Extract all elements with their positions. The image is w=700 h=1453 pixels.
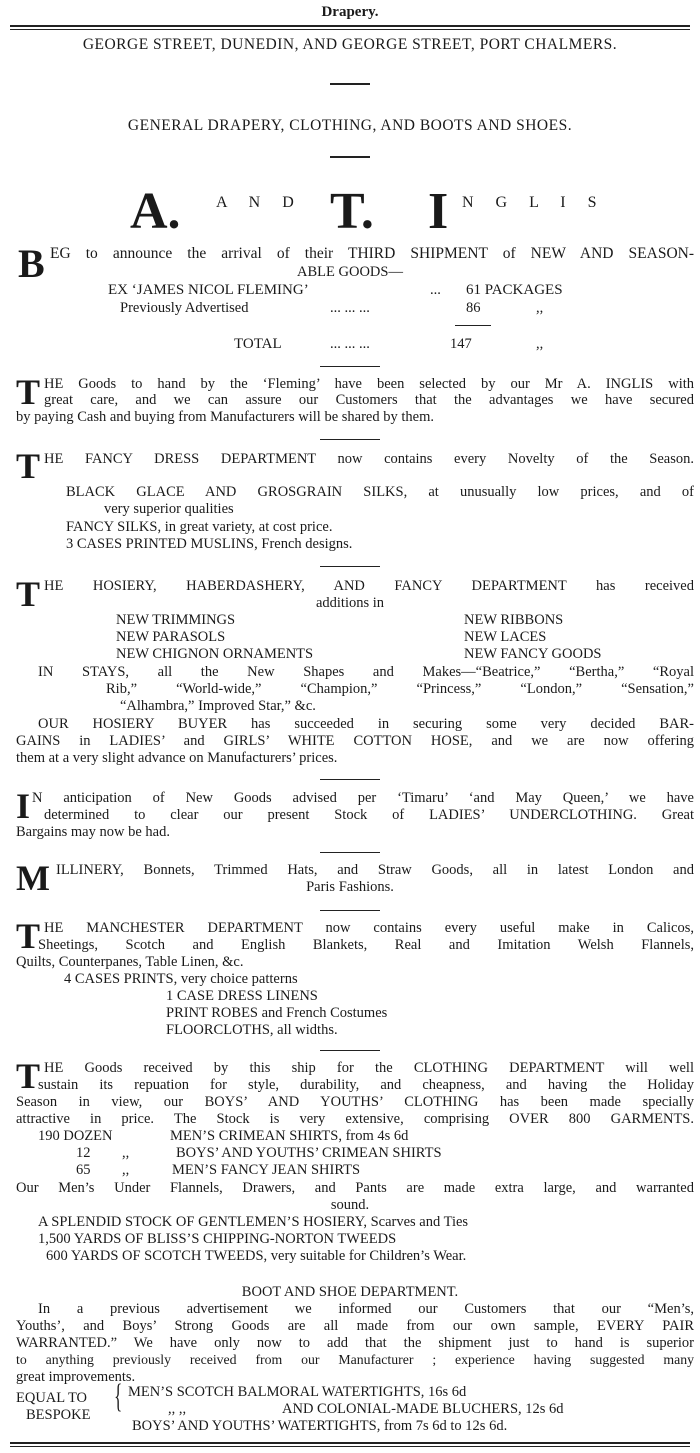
firm-initial-a: A. bbox=[130, 183, 181, 240]
paragraph-line: them at a very slight advance on Manufacturers’ prices. bbox=[16, 750, 338, 766]
paragraph-line: FANCY SILKS, in great variety, at cost price. bbox=[66, 519, 333, 535]
paragraph-line: Youths’, and Boys’ Strong Goods are all made from our own sample, EVERY PAIR bbox=[16, 1318, 694, 1334]
brace-icon: { bbox=[114, 1378, 123, 1415]
shipment-row-dots: ... ... ... bbox=[330, 300, 370, 316]
section-heading: BOOT AND SHOE DEPARTMENT. bbox=[241, 1284, 459, 1300]
shirt-ditto: ,, bbox=[122, 1162, 130, 1178]
list-item: NEW RIBBONS bbox=[464, 612, 564, 628]
paragraph-line: sound. bbox=[330, 1197, 370, 1213]
drop-cap: I bbox=[16, 786, 31, 826]
top-rule-thin bbox=[10, 29, 690, 30]
divider bbox=[320, 852, 380, 853]
divider bbox=[330, 83, 370, 85]
paragraph-line: additions in bbox=[315, 595, 385, 611]
paragraph-line: sustain its repuation for style, durability, and cheapness, and having the Holiday bbox=[38, 1077, 694, 1093]
shirt-qty: 12 bbox=[76, 1145, 91, 1161]
paragraph-line: ILLINERY, Bonnets, Trimmed Hats, and Straw Goods, all in latest London and bbox=[56, 862, 694, 878]
divider bbox=[320, 910, 380, 911]
divider bbox=[320, 566, 380, 567]
shipment-row-label: EX ‘JAMES NICOL FLEMING’ bbox=[108, 282, 309, 298]
list-item: NEW LACES bbox=[464, 629, 547, 645]
top-rule bbox=[10, 25, 690, 27]
shipment-row-label: Previously Advertised bbox=[120, 300, 249, 316]
shipment-line: EG to announce the arrival of their THIRD SHIPMENT of NEW AND SEASON- bbox=[50, 245, 694, 262]
paragraph-line: “Alhambra,” Improved Star,” &c. bbox=[120, 698, 316, 714]
paragraph-line: great care, and we can assure our Customers that the advantages we have secured bbox=[44, 392, 694, 408]
bottom-rule bbox=[10, 1442, 690, 1444]
boot-item: AND COLONIAL-MADE BLUCHERS, 12s 6d bbox=[282, 1401, 564, 1417]
paragraph-line: HE FANCY DRESS DEPARTMENT now contains every Novelty of the Season. bbox=[44, 451, 694, 467]
list-item: 600 YARDS OF SCOTCH TWEEDS, very suitable for Children’s Wear. bbox=[46, 1248, 467, 1264]
paragraph-line: great improvements. bbox=[16, 1369, 136, 1385]
paragraph-line: determined to clear our present Stock of LADIES’ UNDERCLOTHING. Great bbox=[44, 807, 694, 823]
paragraph-line: IN STAYS, all the New Shapes and Makes—“Beatrice,” “Bertha,” “Royal bbox=[38, 664, 694, 680]
paragraph-line: N anticipation of New Goods advised per ‘Timaru’ ‘and May Queen,’ we have bbox=[32, 790, 694, 806]
drop-cap: T bbox=[16, 446, 41, 486]
paragraph-line: GAINS in LADIES’ and GIRLS’ WHITE COTTON HOSE, and we are now offering bbox=[16, 733, 694, 749]
boot-ditto: ,, ,, bbox=[168, 1401, 187, 1417]
list-item: 1 CASE DRESS LINENS bbox=[166, 988, 318, 1004]
drop-cap: T bbox=[16, 574, 41, 614]
paragraph-line: HE Goods to hand by the ‘Fleming’ have been selected by our Mr A. INGLIS with bbox=[44, 376, 694, 392]
paragraph-line: HE Goods received by this ship for the CLOTHING DEPARTMENT will well bbox=[44, 1060, 694, 1076]
list-item: 1,500 YARDS OF BLISS’S CHIPPING-NORTON TWEEDS bbox=[38, 1231, 397, 1247]
divider bbox=[330, 156, 370, 158]
list-item: PRINT ROBES and French Costumes bbox=[166, 1005, 388, 1021]
shirt-qty: 65 bbox=[76, 1162, 91, 1178]
boot-item: MEN’S SCOTCH BALMORAL WATERTIGHTS, 16s 6d bbox=[128, 1384, 467, 1400]
divider bbox=[320, 1050, 380, 1051]
paragraph-line: attractive in price. The Stock is very extensive, comprising OVER 800 GARMENTS. bbox=[16, 1111, 694, 1127]
list-item: NEW PARASOLS bbox=[116, 629, 226, 645]
bottom-rule-thin bbox=[10, 1446, 690, 1447]
paragraph-line: HE HOSIERY, HABERDASHERY, AND FANCY DEPARTMENT has received bbox=[44, 578, 694, 594]
address-line: GEORGE STREET, DUNEDIN, AND GEORGE STREET, PORT CHALMERS. bbox=[82, 36, 618, 53]
paragraph-line: to anything previously received from our Manufacturer ; experience having suggested many bbox=[16, 1352, 694, 1367]
paragraph-line: Bargains may now be had. bbox=[16, 824, 170, 840]
drop-cap: T bbox=[16, 1056, 41, 1096]
paragraph-line: OUR HOSIERY BUYER has succeeded in securing some very decided BAR- bbox=[38, 716, 694, 732]
shipment-total-value: 147 bbox=[450, 336, 472, 352]
shipment-total-label: TOTAL bbox=[234, 336, 282, 352]
bespoke-label: BESPOKE bbox=[26, 1407, 91, 1423]
shipment-row-ditto: ,, bbox=[536, 336, 544, 352]
paragraph-line: WARRANTED.” We have only now to add that the shipment just to hand is superior bbox=[16, 1335, 694, 1351]
business-line: GENERAL DRAPERY, CLOTHING, AND BOOTS AND SHOES. bbox=[127, 117, 573, 134]
firm-and: A N D bbox=[216, 194, 303, 211]
paragraph-line: BLACK GLACE AND GROSGRAIN SILKS, at unusually low prices, and of bbox=[66, 484, 694, 500]
list-item: NEW TRIMMINGS bbox=[116, 612, 236, 628]
paragraph-line: Season in view, our BOYS’ AND YOUTHS’ CLOTHING has been made specially bbox=[16, 1094, 694, 1110]
firm-nglis: N G L I S bbox=[462, 194, 606, 211]
equal-label: EQUAL TO bbox=[16, 1390, 88, 1406]
paragraph-line: Paris Fashions. bbox=[306, 879, 394, 895]
paragraph-line: 3 CASES PRINTED MUSLINS, French designs. bbox=[66, 536, 353, 552]
sum-rule bbox=[455, 325, 491, 326]
paragraph-line: In a previous advertisement we informed our Customers that our “Men’s, bbox=[38, 1301, 694, 1317]
paragraph-line: Our Men’s Under Flannels, Drawers, and Pants are made extra large, and warranted bbox=[16, 1180, 694, 1196]
paragraph-line: HE MANCHESTER DEPARTMENT now contains every useful make in Calicos, bbox=[44, 920, 694, 936]
firm-initial-t: T. bbox=[330, 183, 374, 240]
drop-cap: T bbox=[16, 372, 41, 412]
paragraph-line: very superior qualities bbox=[104, 501, 234, 517]
shipment-line: ABLE GOODS— bbox=[297, 264, 403, 280]
list-item: A SPLENDID STOCK OF GENTLEMEN’S HOSIERY, Scarves and Ties bbox=[38, 1214, 469, 1230]
shipment-row-dots: ... bbox=[430, 282, 441, 298]
shipment-row-ditto: ,, bbox=[536, 300, 544, 316]
divider bbox=[320, 366, 380, 367]
shirt-desc: MEN’S CRIMEAN SHIRTS, from 4s 6d bbox=[170, 1128, 409, 1144]
divider bbox=[320, 439, 380, 440]
list-item: NEW CHIGNON ORNAMENTS bbox=[116, 646, 314, 662]
boot-item: BOYS’ AND YOUTHS’ WATERTIGHTS, from 7s 6d to 12s 6d. bbox=[132, 1418, 508, 1434]
shirt-desc: BOYS’ AND YOUTHS’ CRIMEAN SHIRTS bbox=[176, 1145, 442, 1161]
drop-cap: T bbox=[16, 916, 41, 956]
shipment-row-value: 86 bbox=[466, 300, 481, 316]
shirt-qty: 190 DOZEN bbox=[38, 1128, 113, 1144]
paragraph-line: Quilts, Counterpanes, Table Linen, &c. bbox=[16, 954, 244, 970]
shirt-ditto: ,, bbox=[122, 1145, 130, 1161]
drop-cap: B bbox=[18, 241, 45, 286]
shipment-row-value: 61 PACKAGES bbox=[466, 282, 563, 298]
paragraph-line: Sheetings, Scotch and English Blankets, Real and Imitation Welsh Flannels, bbox=[38, 937, 694, 953]
shipment-row-dots: ... ... ... bbox=[330, 336, 370, 352]
list-item: NEW FANCY GOODS bbox=[464, 646, 602, 662]
list-item: 4 CASES PRINTS, very choice patterns bbox=[64, 971, 298, 987]
paragraph-line: Rib,” “World-wide,” “Champion,” “Princess,” “London,” “Sensation,” bbox=[106, 681, 694, 697]
firm-initial-i: I bbox=[428, 183, 449, 240]
shirt-desc: MEN’S FANCY JEAN SHIRTS bbox=[172, 1162, 361, 1178]
drop-cap: M bbox=[16, 858, 50, 898]
paragraph-line: by paying Cash and buying from Manufacturers will be shared by them. bbox=[16, 409, 434, 425]
list-item: FLOORCLOTHS, all widths. bbox=[166, 1022, 338, 1038]
section-title: Drapery. bbox=[321, 4, 379, 20]
divider bbox=[320, 779, 380, 780]
